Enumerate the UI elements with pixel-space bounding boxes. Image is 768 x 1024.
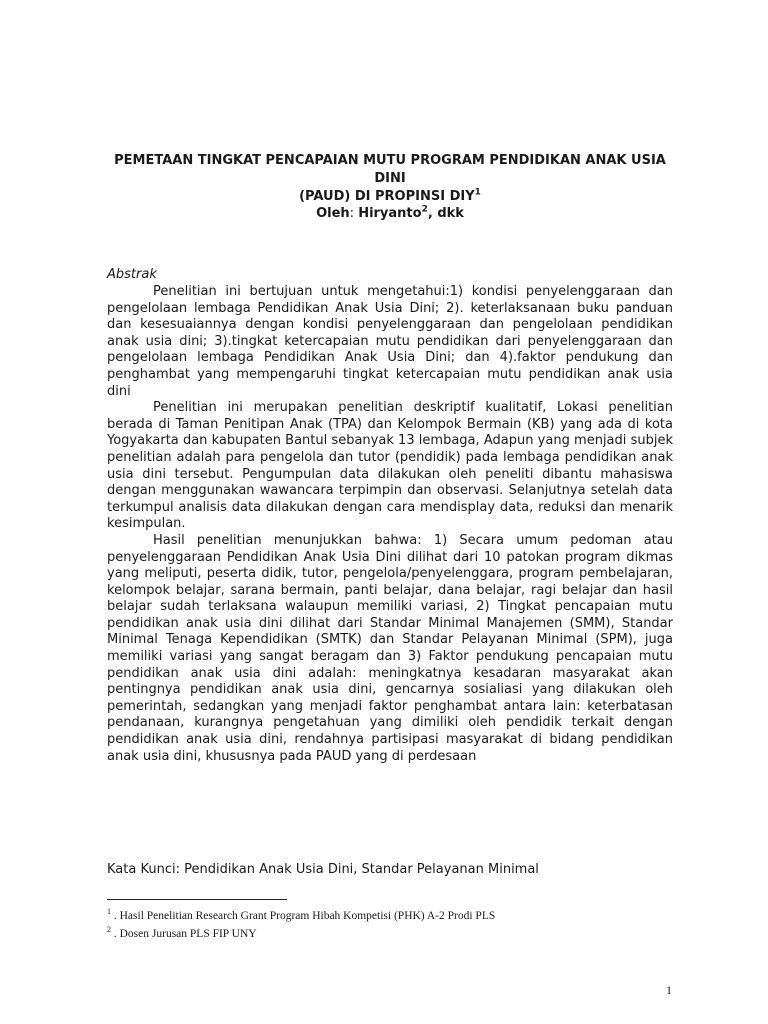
footnote-number: 1 xyxy=(107,907,111,916)
abstract-paragraph: Hasil penelitian menunjukkan bahwa: 1) Secara umum pedoman atau penyelenggaraan Pendidikan Anak Usia Dini dilihat dari 10 patokan program dikmas yang meliputi, peserta didik, tutor, pengelola/penyelenggara, program pembelajaran, kelompok belajar, sarana bermain, panti belajar, dana belajar, ragi belajar dan hasil belajar sudah terlaksana walaupun memiliki variasi, 2) Tingkat pencapaian mutu pendidikan anak usia dini dilihat dari Standar Minimal Manajemen (SMM), Standar Minimal Tenaga Kependidikan (SMTK) dan Standar Pelayanan Minimal (SPM), juga memiliki variasi yang sangat beragam dan 3) Faktor pendukung pencapaian mutu pendidikan anak usia dini adalah: meningkatnya kesadaran masyarakat akan pentingnya pendidikan anak usia dini, gencarnya sosialiasi yang dilakukan oleh pemerintah, sedangkan yang menjadi faktor penghambat antara lain: keterbatasan pendanaan, kurangnya pengetahuan yang dimiliki oleh pendidik terkait dengan pendidikan anak usia dini, rendahnya partisipasi masyarakat di bidang pendidikan anak usia dini, khususnya pada PAUD yang di perdesaan xyxy=(107,532,673,764)
title-line-1: PEMETAAN TINGKAT PENCAPAIAN MUTU PROGRAM PENDIDIKAN ANAK USIA DINI xyxy=(114,153,666,186)
footnote-1 xyxy=(107,905,495,923)
author-label: Oleh xyxy=(316,206,350,221)
footnote-text: . Hasil Penelitian Research Grant Program Hibah Kompetisi (PHK) A-2 Prodi PLS xyxy=(111,909,496,922)
author-suffix: , dkk xyxy=(427,206,464,221)
author-line xyxy=(100,206,680,221)
footnote-2 xyxy=(107,923,495,941)
abstract-paragraph: Penelitian ini merupakan penelitian deskriptif kualitatif, Lokasi penelitian berada di Taman Penitipan Anak (TPA) dan Kelompok Bermain (KB) yang ada di kota Yogyakarta dan kabupaten Bantul sebanyak 13 lembaga, Adapun yang menjadi subjek penelitian adalah para pengelola dan tutor (pendidik) pada lembaga pendidikan anak usia dini tersebut. Pengumpulan data dilakukan oleh peneliti dibantu mahasiswa dengan menggunakan wawancara terpimpin dan observasi. Selanjutnya setelah data terkumpul analisis data dilakukan dengan cara mendisplay data, reduksi dan menarik kesimpulan. xyxy=(107,400,673,532)
footnotes xyxy=(107,905,495,941)
keywords: Kata Kunci: Pendidikan Anak Usia Dini, Standar Pelayanan Minimal xyxy=(107,862,539,877)
footnote-divider xyxy=(107,899,287,900)
author-name: Hiryanto xyxy=(358,206,422,221)
footnote-text: . Dosen Jurusan PLS FIP UNY xyxy=(111,927,257,940)
page-number: 1 xyxy=(666,983,672,997)
paper-title xyxy=(100,152,680,206)
abstract-paragraph: Penelitian ini bertujuan untuk mengetahui:1) kondisi penyelenggaraan dan pengelolaan lembaga Pendidikan Anak Usia Dini; 2). keterlaksanaan buku panduan dan kesesuaiannya dengan kondisi penyelenggaraan dan pengelolaan pendidikan anak usia dini; 3).tingkat ketercapaian mutu pendidikan dari penyelenggaraan dan pengelolaan lembaga Pendidikan Anak Usia Dini; dan 4).faktor pendukung dan penghambat yang mempengaruhi tingkat ketercapaian mutu pendidikan anak usia dini xyxy=(107,284,673,399)
title-line-2-text: (PAUD) DI PROPINSI DIY xyxy=(299,189,475,204)
author-separator: : xyxy=(349,206,359,221)
author-footnote-ref: 2 xyxy=(421,204,428,215)
title-footnote-ref: 1 xyxy=(474,187,481,198)
abstract-body xyxy=(107,284,673,765)
title-line-2 xyxy=(100,188,680,206)
footnote-number: 2 xyxy=(107,924,111,934)
abstract-heading: Abstrak xyxy=(107,267,157,282)
